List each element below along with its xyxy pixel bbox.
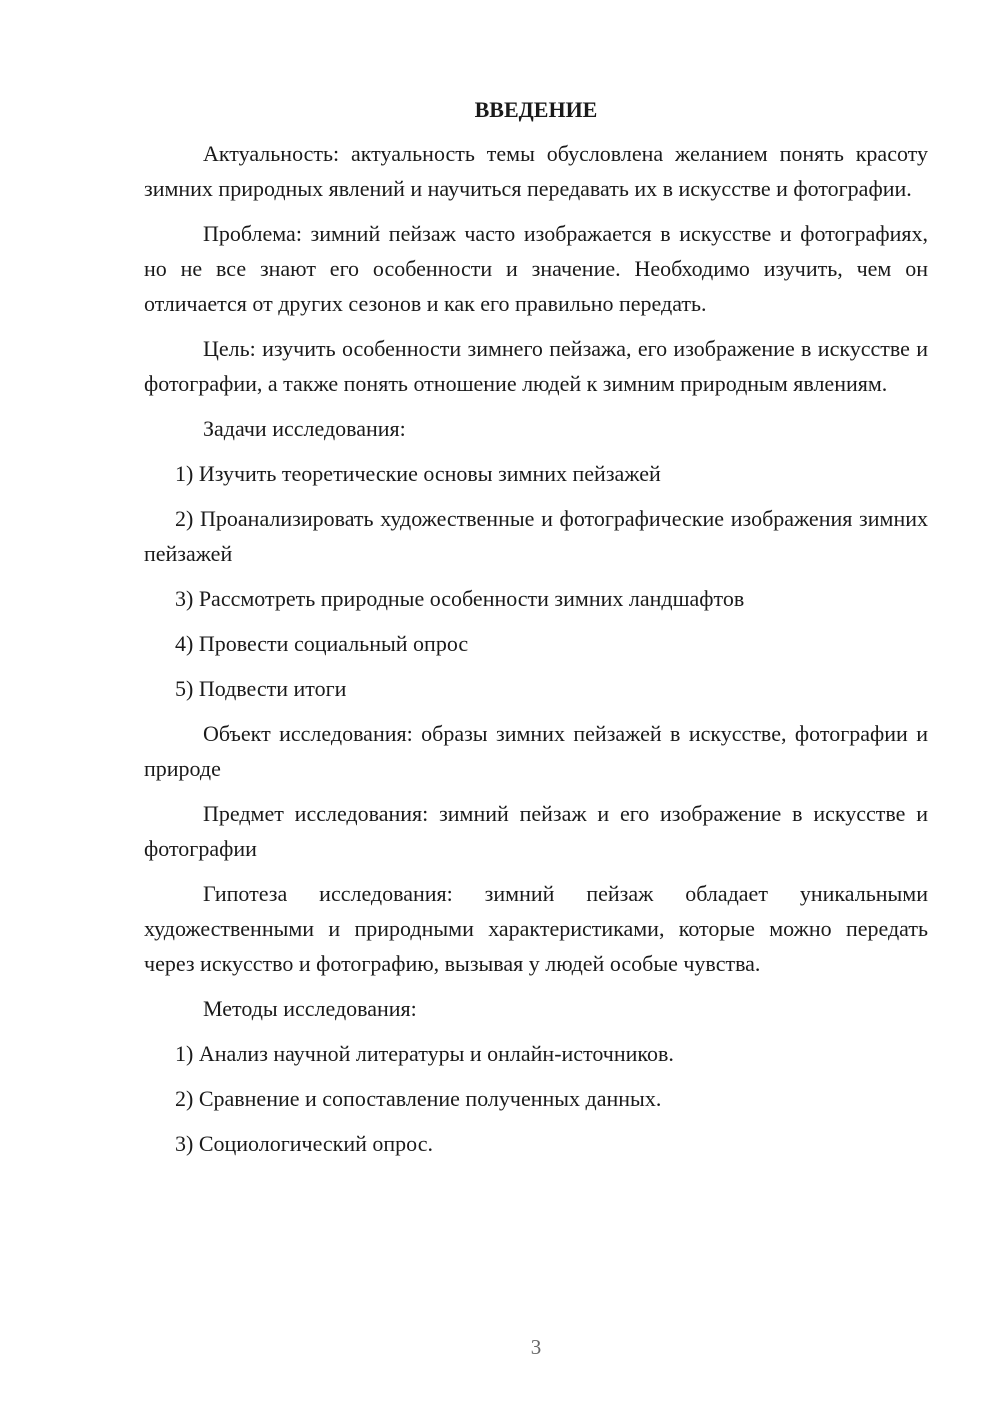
- method-item: 3) Социологический опрос.: [175, 1131, 433, 1156]
- hypothesis-paragraph: Гипотеза исследования: зимний пейзаж обладает уникальными художественными и природными характеристиками, которые можно передать через искусство и фотографию, вызывая у людей особые чувства.: [144, 881, 928, 976]
- methods-title: Методы исследования:: [203, 996, 417, 1021]
- goal-paragraph: Цель: изучить особенности зимнего пейзажа, его изображение в искусстве и фотографии, а также понять отношение людей к зимним природным явлениям.: [144, 336, 928, 396]
- task-item: 2) Проанализировать художественные и фотографические изображения зимних пейзажей: [144, 506, 928, 566]
- method-item: 2) Сравнение и сопоставление полученных данных.: [175, 1086, 662, 1111]
- object-paragraph: Объект исследования: образы зимних пейзажей в искусстве, фотографии и природе: [144, 721, 928, 781]
- page-title: ВВЕДЕНИЕ: [474, 97, 598, 122]
- task-item: 4) Провести социальный опрос: [175, 631, 469, 656]
- task-item: 5) Подвести итоги: [175, 676, 347, 701]
- page-content: [144, 95, 928, 1171]
- problem-paragraph: Проблема: зимний пейзаж часто изображается в искусстве и фотографиях, но не все знают его особенности и значение. Необходимо изучить, чем он отличается от других сезонов и как его правильно передать.: [144, 221, 928, 316]
- relevance-paragraph: Актуальность: актуальность темы обусловлена желанием понять красоту зимних природных явлений и научиться передавать их в искусстве и фотографии.: [144, 141, 928, 201]
- tasks-title: Задачи исследования:: [203, 416, 406, 441]
- task-item: 1) Изучить теоретические основы зимних пейзажей: [175, 461, 661, 486]
- task-item: 3) Рассмотреть природные особенности зимних ландшафтов: [175, 586, 745, 611]
- method-item: 1) Анализ научной литературы и онлайн-источников.: [175, 1041, 674, 1066]
- page-number: 3: [530, 1335, 542, 1359]
- subject-paragraph: Предмет исследования: зимний пейзаж и его изображение в искусстве и фотографии: [144, 801, 928, 861]
